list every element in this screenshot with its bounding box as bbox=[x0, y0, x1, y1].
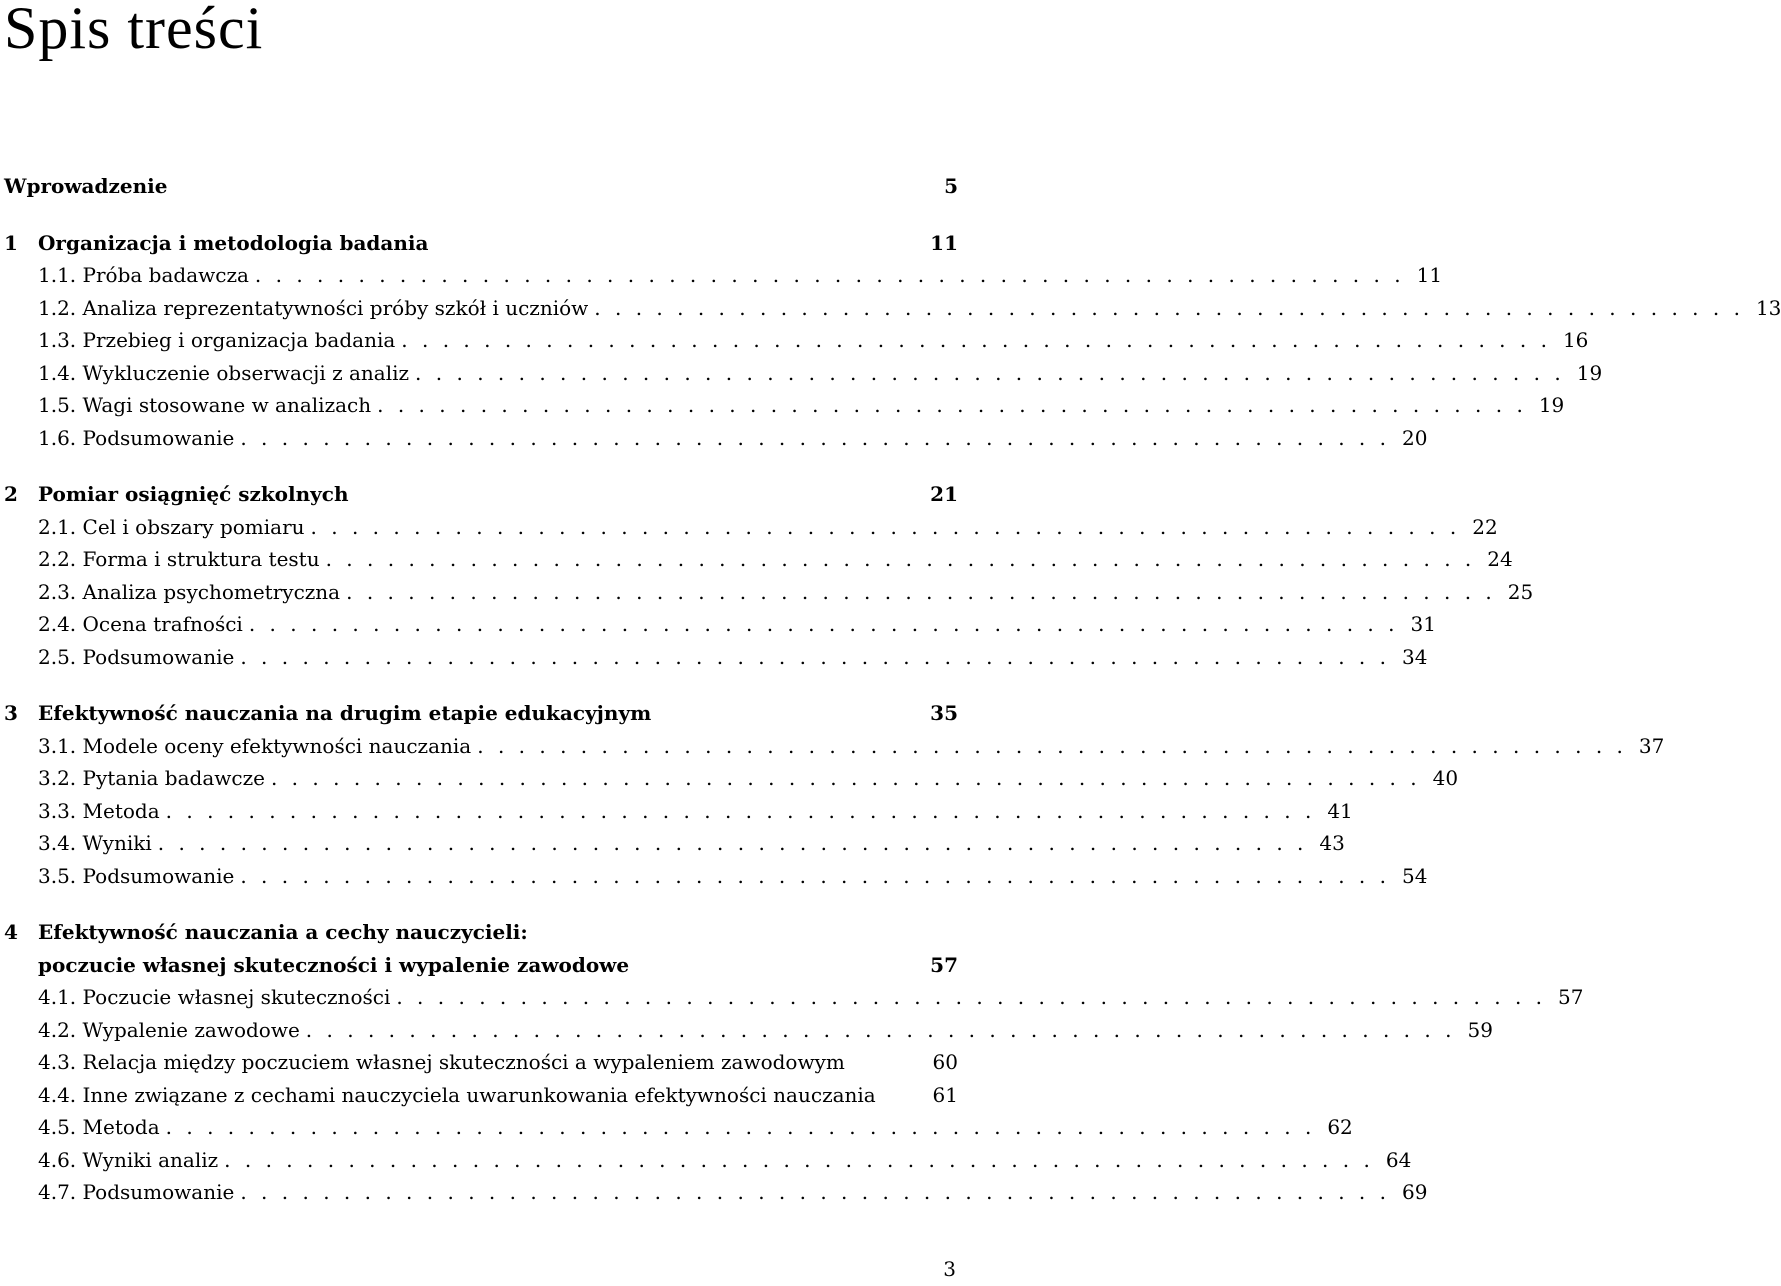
page-number: 3 bbox=[943, 1257, 956, 1281]
toc-section[interactable] bbox=[4, 1046, 958, 1079]
section-label: 3.4. Wyniki bbox=[38, 831, 152, 855]
dot-leader: . . . . . . . . . . . . . . . . . . . . . . . . . . . . . . . . . . . . . . . . . . . . . . . . . . . . . . . . bbox=[240, 863, 1391, 888]
toc-section[interactable] bbox=[4, 1111, 1353, 1144]
section-page: 62 bbox=[1327, 1115, 1353, 1139]
toc-entry-page: 5 bbox=[944, 174, 958, 198]
toc-section[interactable] bbox=[4, 981, 1584, 1014]
section-label: 4.3. Relacja między poczuciem własnej skuteczności a wypaleniem zawodowym bbox=[38, 1050, 845, 1074]
section-page: 54 bbox=[1402, 863, 1428, 888]
dot-leader: . . . . . . . . . . . . . . . . . . . . . . . . . . . . . . . . . . . . . . . . . . . . . . . . . . . . . . . . bbox=[325, 547, 1476, 571]
section-label: 2.2. Forma i struktura testu bbox=[38, 547, 320, 571]
section-page: 69 bbox=[1402, 1180, 1428, 1204]
chapter-title: Organizacja i metodologia badania bbox=[38, 230, 429, 255]
toc-section[interactable] bbox=[4, 827, 1345, 860]
section-label: 1.1. Próba badawcza bbox=[38, 263, 249, 287]
page-title: Spis treści bbox=[4, 0, 264, 61]
dot-leader: . . . . . . . . . . . . . . . . . . . . . . . . . . . . . . . . . . . . . . . . . . . . . . . . . . . . . . . . bbox=[224, 1147, 1374, 1172]
section-label: 1.5. Wagi stosowane w analizach bbox=[38, 393, 372, 417]
section-label: 4.5. Metoda bbox=[38, 1115, 160, 1139]
section-label: 2.1. Cel i obszary pomiaru bbox=[38, 514, 305, 539]
chapter-page: 57 bbox=[930, 952, 958, 977]
chapter-number: 3 bbox=[4, 701, 18, 725]
section-page: 57 bbox=[1558, 985, 1584, 1009]
section-page: 22 bbox=[1472, 514, 1498, 539]
toc-section[interactable] bbox=[4, 389, 1565, 422]
section-label: 4.2. Wypalenie zawodowe bbox=[38, 1017, 300, 1042]
dot-leader: . . . . . . . . . . . . . . . . . . . . . . . . . . . . . . . . . . . . . . . . . . . . . . . . . . . . . . . . bbox=[401, 328, 1551, 352]
toc-section[interactable] bbox=[4, 730, 1665, 763]
section-label: 4.6. Wyniki analiz bbox=[38, 1147, 219, 1172]
toc-section[interactable] bbox=[4, 292, 1781, 325]
section-page: 19 bbox=[1538, 393, 1565, 417]
toc-chapter-1[interactable] bbox=[4, 227, 958, 260]
dot-leader: . . . . . . . . . . . . . . . . . . . . . . . . . . . . . . . . . . . . . . . . . . . . . . . . . . . . . . . . bbox=[305, 1017, 1456, 1042]
section-page: 24 bbox=[1487, 547, 1513, 571]
dot-leader: . . . . . . . . . . . . . . . . . . . . . . . . . . . . . . . . . . . . . . . . . . . . . . . . . . . . . . . . bbox=[270, 766, 1421, 790]
chapter-number: 4 bbox=[4, 920, 18, 944]
toc-chapter-4[interactable] bbox=[4, 916, 958, 949]
section-label: 4.7. Podsumowanie bbox=[38, 1180, 235, 1204]
section-label: 4.1. Poczucie własnej skuteczności bbox=[38, 985, 391, 1009]
toc-section[interactable] bbox=[4, 422, 1428, 455]
table-of-contents bbox=[4, 170, 1781, 1209]
dot-leader: . . . . . . . . . . . . . . . . . . . . . . . . . . . . . . . . . . . . . . . . . . . . . . . . . . . . . . . . bbox=[240, 644, 1391, 669]
toc-section[interactable] bbox=[4, 641, 1428, 674]
chapter-page: 21 bbox=[930, 482, 958, 506]
section-label: 1.2. Analiza reprezentatywności próby szkół i uczniów bbox=[38, 295, 589, 320]
dot-leader: . . . . . . . . . . . . . . . . . . . . . . . . . . . . . . . . . . . . . . . . . . . . . . . . . . . . . . . . bbox=[165, 798, 1316, 823]
toc-section[interactable] bbox=[4, 543, 1513, 576]
toc-section[interactable] bbox=[4, 511, 1498, 544]
section-page: 19 bbox=[1576, 360, 1603, 385]
section-label: 3.3. Metoda bbox=[38, 798, 160, 823]
toc-section[interactable] bbox=[4, 259, 1443, 292]
section-label: 2.3. Analiza psychometryczna bbox=[38, 579, 341, 604]
dot-leader: . . . . . . . . . . . . . . . . . . . . . . . . . . . . . . . . . . . . . . . . . . . . . . . . . . . . . . . . bbox=[240, 1180, 1391, 1204]
dot-leader: . . . . . . . . . . . . . . . . . . . . . . . . . . . . . . . . . . . . . . . . . . . . . . . . . . . . . . . . bbox=[396, 985, 1547, 1009]
section-label: 3.5. Podsumowanie bbox=[38, 863, 235, 888]
toc-chapter-2[interactable] bbox=[4, 478, 958, 511]
section-page: 60 bbox=[932, 1050, 958, 1074]
dot-leader: . . . . . . . . . . . . . . . . . . . . . . . . . . . . . . . . . . . . . . . . . . . . . . . . . . . . . . . . bbox=[346, 579, 1496, 604]
chapter-title: Efektywność nauczania na drugim etapie edukacyjnym bbox=[38, 701, 652, 725]
dot-leader: . . . . . . . . . . . . . . . . . . . . . . . . . . . . . . . . . . . . . . . . . . . . . . . . . . . . . . . . bbox=[248, 612, 1399, 636]
toc-section[interactable] bbox=[4, 324, 1589, 357]
toc-section[interactable] bbox=[4, 1014, 1493, 1047]
dot-leader: . . . . . . . . . . . . . . . . . . . . . . . . . . . . . . . . . . . . . . . . . . . . . . . . . . . . . . . . bbox=[477, 733, 1627, 758]
dot-leader: . . . . . . . . . . . . . . . . . . . . . . . . . . . . . . . . . . . . . . . . . . . . . . . . . . . . . . . . bbox=[310, 514, 1461, 539]
dot-leader: . . . . . . . . . . . . . . . . . . . . . . . . . . . . . . . . . . . . . . . . . . . . . . . . . . . . . . . . bbox=[157, 831, 1308, 855]
section-page: 20 bbox=[1402, 425, 1428, 450]
toc-chapter-4-line2[interactable] bbox=[4, 949, 958, 982]
toc-section[interactable] bbox=[4, 608, 1436, 641]
toc-section[interactable] bbox=[4, 357, 1603, 390]
toc-section[interactable] bbox=[4, 1176, 1428, 1209]
section-page: 34 bbox=[1402, 644, 1428, 669]
dot-leader: . . . . . . . . . . . . . . . . . . . . . . . . . . . . . . . . . . . . . . . . . . . . . . . . . . . . . . . . bbox=[254, 263, 1405, 287]
dot-leader: . . . . . . . . . . . . . . . . . . . . . . . . . . . . . . . . . . . . . . . . . . . . . . . . . . . . . . . . bbox=[240, 425, 1391, 450]
dot-leader: . . . . . . . . . . . . . . . . . . . . . . . . . . . . . . . . . . . . . . . . . . . . . . . . . . . . . . . . bbox=[415, 360, 1565, 385]
section-page: 37 bbox=[1638, 733, 1665, 758]
section-page: 11 bbox=[1416, 263, 1443, 287]
dot-leader: . . . . . . . . . . . . . . . . . . . . . . . . . . . . . . . . . . . . . . . . . . . . . . . . . . . . . . . . bbox=[165, 1115, 1316, 1139]
section-label: 1.3. Przebieg i organizacja badania bbox=[38, 328, 396, 352]
chapter-number: 1 bbox=[4, 230, 18, 255]
chapter-title: Efektywność nauczania a cechy nauczycieli: bbox=[38, 920, 528, 944]
toc-section[interactable] bbox=[4, 1079, 958, 1112]
section-label: 1.4. Wykluczenie obserwacji z analiz bbox=[38, 360, 410, 385]
section-page: 13 bbox=[1755, 295, 1781, 320]
dot-leader: . . . . . . . . . . . . . . . . . . . . . . . . . . . . . . . . . . . . . . . . . . . . . . . . . . . . . . . . bbox=[377, 393, 1527, 417]
dot-leader: . . . . . . . . . . . . . . . . . . . . . . . . . . . . . . . . . . . . . . . . . . . . . . . . . . . . . . . . bbox=[594, 295, 1744, 320]
toc-section[interactable] bbox=[4, 762, 1459, 795]
toc-section[interactable] bbox=[4, 576, 1534, 609]
section-label: 2.5. Podsumowanie bbox=[38, 644, 235, 669]
chapter-page: 11 bbox=[930, 230, 958, 255]
toc-chapter-3[interactable] bbox=[4, 697, 958, 730]
chapter-page: 35 bbox=[930, 701, 958, 725]
section-page: 25 bbox=[1507, 579, 1534, 604]
chapter-title-line2: poczucie własnej skuteczności i wypalenie zawodowe bbox=[38, 952, 630, 977]
section-page: 31 bbox=[1410, 612, 1436, 636]
section-page: 64 bbox=[1385, 1147, 1412, 1172]
chapter-title: Pomiar osiągnięć szkolnych bbox=[38, 482, 349, 506]
toc-section[interactable] bbox=[4, 795, 1353, 828]
section-page: 40 bbox=[1432, 766, 1459, 790]
section-label: 4.4. Inne związane z cechami nauczyciela uwarunkowania efektywności nauczania bbox=[38, 1082, 876, 1107]
section-label: 3.2. Pytania badawcze bbox=[38, 766, 265, 790]
section-page: 16 bbox=[1562, 328, 1589, 352]
toc-section[interactable] bbox=[4, 1144, 1412, 1177]
toc-entry-intro[interactable] bbox=[4, 170, 958, 203]
section-page: 59 bbox=[1467, 1017, 1493, 1042]
section-label: 3.1. Modele oceny efektywności nauczania bbox=[38, 733, 472, 758]
toc-entry-label: Wprowadzenie bbox=[4, 174, 168, 198]
section-label: 1.6. Podsumowanie bbox=[38, 425, 235, 450]
section-page: 41 bbox=[1327, 798, 1353, 823]
section-page: 43 bbox=[1319, 831, 1345, 855]
section-page: 61 bbox=[932, 1082, 958, 1107]
chapter-number: 2 bbox=[4, 482, 18, 506]
toc-section[interactable] bbox=[4, 860, 1428, 893]
section-label: 2.4. Ocena trafności bbox=[38, 612, 243, 636]
